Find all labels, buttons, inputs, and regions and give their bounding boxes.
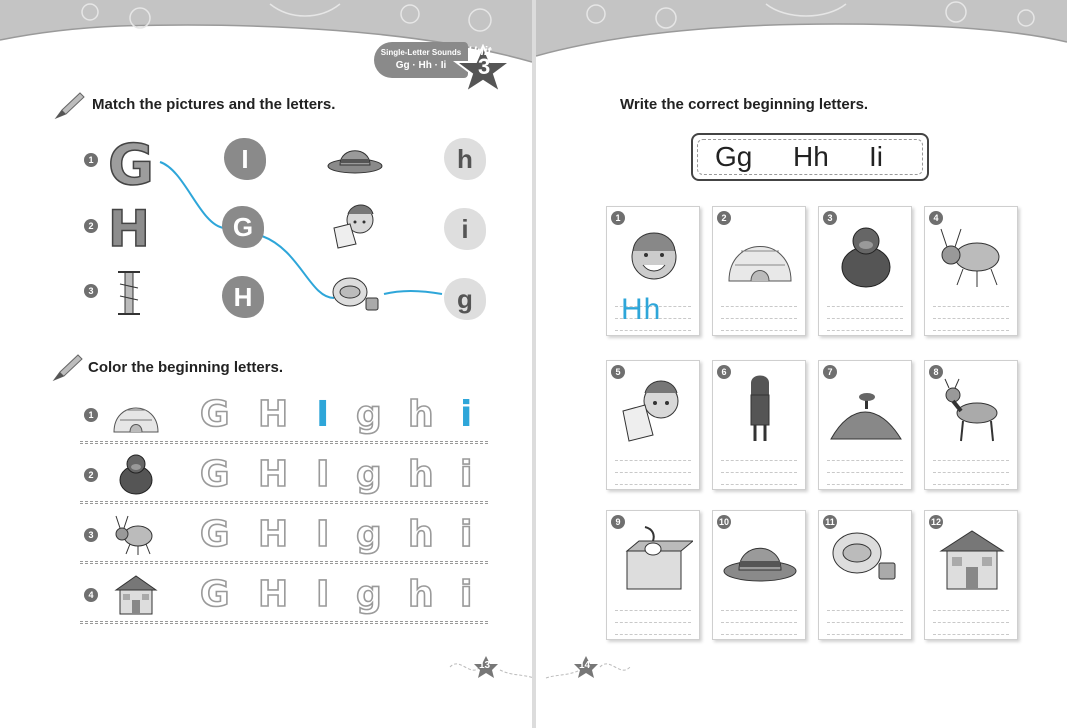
write-card-10	[712, 510, 806, 640]
written-answer[interactable]: Hh	[621, 293, 662, 326]
match-right-letter-3[interactable]: g	[444, 278, 486, 320]
letter-reference-box	[691, 133, 929, 181]
color-letter[interactable]: G	[200, 394, 230, 435]
unit-number: 3	[478, 54, 491, 79]
card-number: 5	[611, 365, 625, 379]
card-number: 6	[717, 365, 731, 379]
match-row-3-number: 3	[84, 284, 98, 298]
page-number: 14	[579, 660, 591, 671]
letter-pair: Gg	[715, 141, 753, 172]
svg-text:G: G	[108, 133, 154, 190]
color-letter[interactable]: i	[460, 574, 473, 615]
gorilla-icon	[827, 219, 905, 291]
color-row-number: 2	[84, 468, 98, 482]
write-title: Write the correct beginning letters.	[620, 96, 869, 113]
match-title: Match the pictures and the letters.	[92, 96, 336, 113]
igloo-icon	[110, 392, 162, 436]
color-letter[interactable]: H	[258, 454, 289, 495]
card-number: 11	[823, 515, 837, 529]
igloo-icon	[721, 219, 799, 291]
match-right-letter-2[interactable]: i	[444, 208, 486, 250]
row-divider	[80, 561, 488, 564]
write-card-4	[924, 206, 1018, 336]
row-divider	[80, 501, 488, 504]
match-row-1-number: 1	[84, 153, 98, 167]
color-letter[interactable]: H	[258, 514, 289, 555]
unit-tag-title: Single-Letter Sounds	[380, 48, 462, 57]
write-card-8	[924, 360, 1018, 490]
color-letter[interactable]: h	[408, 394, 434, 435]
hill-icon	[827, 373, 905, 445]
color-row-4	[80, 572, 488, 624]
color-letter[interactable]: h	[408, 574, 434, 615]
row-divider	[80, 441, 488, 444]
write-card-2	[712, 206, 806, 336]
color-row-1	[80, 392, 488, 444]
color-row-3	[80, 512, 488, 564]
color-letter[interactable]: g	[356, 514, 382, 555]
page-number-badge	[446, 652, 532, 682]
card-number: 10	[718, 517, 729, 527]
color-letter[interactable]: H	[258, 574, 289, 615]
goat-icon	[933, 373, 1011, 445]
row-divider	[80, 621, 488, 624]
house-icon	[110, 572, 162, 616]
card-number: 2	[717, 211, 731, 225]
write-card-3	[818, 206, 912, 336]
write-card-1	[606, 206, 700, 336]
write-card-5	[606, 360, 700, 490]
itchy-boy-icon	[615, 373, 693, 445]
color-letter[interactable]: h	[408, 514, 434, 555]
write-card-12	[924, 510, 1018, 640]
top-banner	[536, 0, 1067, 70]
girl-icon	[721, 373, 799, 445]
color-letter[interactable]: g	[356, 574, 382, 615]
color-letter[interactable]: H	[258, 394, 289, 435]
write-card-6	[712, 360, 806, 490]
color-letter[interactable]: I	[316, 574, 330, 615]
card-number: 3	[823, 211, 837, 225]
write-card-7	[818, 360, 912, 490]
card-number: 7	[823, 365, 837, 379]
write-card-9	[606, 510, 700, 640]
color-title: Color the beginning letters.	[88, 359, 284, 376]
color-letter[interactable]: G	[200, 514, 230, 555]
match-letter-2[interactable]: G	[222, 206, 264, 248]
hat-icon	[721, 523, 799, 595]
gum-icon[interactable]	[330, 272, 384, 318]
match-letter-1[interactable]: I	[224, 138, 266, 180]
hat-icon[interactable]	[326, 140, 384, 176]
color-row-2	[80, 452, 488, 504]
color-letter[interactable]: I	[316, 454, 330, 495]
insect-icon	[933, 219, 1011, 291]
crayon-icon	[50, 352, 84, 382]
write-card-11	[818, 510, 912, 640]
match-letter-3[interactable]: H	[222, 276, 264, 318]
right-page	[536, 0, 1067, 728]
color-letter[interactable]: G	[200, 574, 230, 615]
letter-i-figure-icon[interactable]	[114, 266, 144, 318]
card-number: 8	[929, 365, 943, 379]
box-in-icon	[615, 523, 693, 595]
card-number: 9	[611, 515, 625, 529]
letter-pair: Hh	[793, 141, 829, 172]
card-number: 1	[611, 211, 625, 225]
color-letter[interactable]: h	[408, 454, 434, 495]
color-row-number: 1	[84, 408, 98, 422]
card-number: 4	[929, 211, 943, 225]
svg-text:H: H	[108, 200, 150, 250]
gorilla-icon	[110, 452, 162, 496]
pencil-icon	[52, 90, 86, 120]
page-number: 13	[479, 660, 491, 671]
page-number-badge	[544, 652, 634, 682]
color-letter[interactable]: i	[460, 514, 473, 555]
card-number: 12	[930, 517, 941, 527]
happy-boy-icon	[615, 219, 693, 291]
letter-g-figure-icon[interactable]	[104, 132, 154, 190]
itchy-boy-icon[interactable]	[328, 200, 382, 252]
color-letter[interactable]: G	[200, 454, 230, 495]
color-letter[interactable]: g	[356, 394, 382, 435]
color-letter[interactable]: I	[316, 514, 330, 555]
color-letter[interactable]: g	[356, 454, 382, 495]
match-row-2-number: 2	[84, 219, 98, 233]
color-letter[interactable]: i	[460, 454, 473, 495]
unit-word: Unit	[468, 44, 492, 58]
letter-h-figure-icon[interactable]	[106, 200, 156, 250]
color-row-number: 4	[84, 588, 98, 602]
unit-tag-letters: Gg · Hh · Ii	[395, 60, 447, 71]
match-right-letter-1[interactable]: h	[444, 138, 486, 180]
color-row-number: 3	[84, 528, 98, 542]
letter-pair: Ii	[869, 141, 883, 172]
color-letter-colored[interactable]: i	[460, 394, 473, 435]
gum-icon	[827, 523, 905, 595]
house-icon	[933, 523, 1011, 595]
color-letter-colored[interactable]: I	[316, 394, 330, 435]
left-page	[0, 0, 532, 728]
insect-icon	[110, 512, 162, 556]
